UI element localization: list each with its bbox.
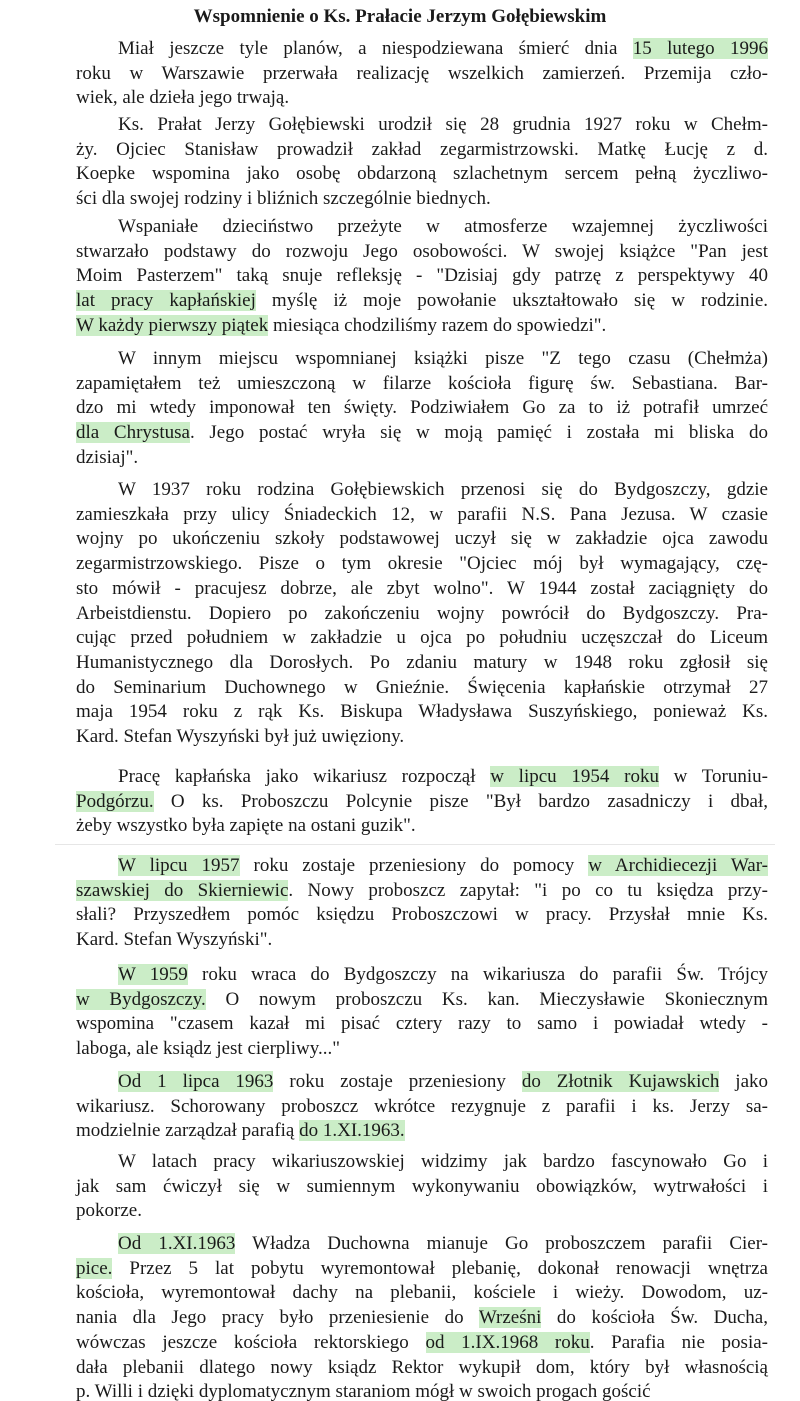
paragraph-line: W każdy pierwszy piątek miesiąca chodziliśmy razem do spowiedzi". bbox=[76, 315, 607, 336]
paragraph-line: lat pracy kapłańskiej myślę iż moje powołanie ukształtowało się w rodzinie. bbox=[76, 290, 768, 311]
paragraph-line: W lipcu 1957 roku zostaje przeniesiony do pomocy w Archidiecezji War- bbox=[118, 855, 768, 876]
paragraph-line: W 1937 roku rodzina Gołębiewskich przenosi się do Bydgoszczy, gdzie bbox=[118, 479, 768, 500]
paragraph-line: cując przed południem w zakładzie u ojca po południu uczęszczał do Liceum bbox=[76, 627, 768, 648]
paragraph-line: Miał jeszcze tyle planów, a niespodziewana śmierć dnia 15 lutego 1996 bbox=[118, 38, 768, 59]
paragraph-line: dała plebanii dlatego nowy ksiądz Rektor wykupił dom, który był własnością bbox=[76, 1357, 768, 1378]
paragraph-line: żeby wszystko była zapięte na ostani guzik". bbox=[76, 815, 416, 836]
paragraph-line: nania dla Jego pracy było przeniesienie do Wrześni do kościoła Św. Ducha, bbox=[76, 1307, 768, 1328]
paragraph-line: Wspaniałe dzieciństwo przeżyte w atmosferze wzajemnej życzliwości bbox=[118, 216, 768, 237]
paragraph-line: laboga, ale ksiądz jest cierpliwy..." bbox=[76, 1038, 340, 1059]
paragraph-line: Ks. Prałat Jerzy Gołębiewski urodził się 28 grudnia 1927 roku w Chełm- bbox=[118, 114, 768, 135]
paragraph-line: szawskiej do Skierniewic. Nowy proboszcz zapytał: "i po co tu księdza przy- bbox=[76, 880, 768, 901]
paragraph-line: słali? Przyszedłem pomóc księdzu Proboszczowi w pracy. Przysłał mnie Ks. bbox=[76, 904, 768, 925]
paragraph-line: pice. Przez 5 lat pobytu wyremontował plebanię, dokonał renowacji wnętrza bbox=[76, 1258, 768, 1279]
paragraph-line: zamieszkała przy ulicy Śniadeckich 12, w parafii N.S. Pana Jezusa. W czasie bbox=[76, 504, 768, 525]
paragraph-line: W latach pracy wikariuszowskiej widzimy jak bardzo fascynowało Go i bbox=[118, 1151, 768, 1172]
paragraph-line: W innym miejscu wspomnianej książki pisze "Z tego czasu (Chełmża) bbox=[118, 348, 768, 369]
document-title: Wspomnienie o Ks. Prałacie Jerzym Gołębiewskim bbox=[193, 6, 607, 27]
paragraph-line: wikariusz. Schorowany proboszcz wkrótce rezygnuje z parafii i ks. Jerzy sa- bbox=[76, 1096, 768, 1117]
paragraph-line: dzo mi wtedy imponował ten święty. Podziwiałem Go za to iż potrafił umrzeć bbox=[76, 397, 768, 418]
paragraph-line: W 1959 roku wraca do Bydgoszczy na wikariusza do parafii Św. Trójcy bbox=[118, 964, 769, 985]
paragraph-line: Humanistycznego dla Dorosłych. Po zdaniu matury w 1948 roku zgłosił się bbox=[76, 652, 768, 673]
page-divider bbox=[55, 844, 775, 845]
paragraph-line: Kard. Stefan Wyszyński". bbox=[76, 929, 273, 950]
paragraph-line: wiek, ale dzieła jego trwają. bbox=[76, 87, 290, 108]
paragraph-line: roku w Warszawie przerwała realizację wszelkich zamierzeń. Przemija czło- bbox=[76, 63, 768, 84]
paragraph-line: Pracę kapłańska jako wikariusz rozpoczął w lipcu 1954 roku w Toruniu- bbox=[118, 766, 768, 787]
paragraph-line: wojny po ukończeniu szkoły podstawowej uczył się w zakładzie ojca zawodu bbox=[76, 528, 768, 549]
paragraph-line: zegarmistrzowskiego. Pisze o tym okresie "Ojciec mój był wymagający, czę- bbox=[76, 553, 768, 574]
paragraph-line: wspomina "czasem kazał mi pisać cztery razy to samo i powiadał wtedy - bbox=[76, 1013, 768, 1034]
paragraph-line: Arbeistdienstu. Dopiero po zakończeniu wojny powrócił do Bydgoszczy. Pra- bbox=[76, 603, 768, 624]
paragraph-line: Od 1.XI.1963 Władza Duchowna mianuje Go proboszczem parafii Cier- bbox=[118, 1233, 768, 1254]
paragraph-line: zapamiętałem też umieszczoną w filarze kościoła figurę św. Sebastiana. Bar- bbox=[76, 373, 768, 394]
paragraph-line: kościoła, wyremontował dachy na plebanii, kościele i wieży. Dowodom, uz- bbox=[76, 1282, 768, 1303]
paragraph-line: sto mówił - pracujesz dobrze, ale zbyt wolno". W 1944 został zaciągnięty do bbox=[76, 578, 768, 599]
paragraph-line: wówczas jeszcze kościoła rektorskiego od 1.IX.1968 roku. Parafia nie posia- bbox=[76, 1332, 768, 1353]
paragraph-line: dzisiaj". bbox=[76, 447, 139, 468]
paragraph-line: Podgórzu. O ks. Proboszczu Polcynie pisze "Był bardzo zasadniczy i dbał, bbox=[76, 791, 768, 812]
paragraph-line: jak sam ćwiczył się w sumiennym wykonywaniu obowiązków, wytrwałości i bbox=[76, 1176, 768, 1197]
paragraph-line: w Bydgoszczy. O nowym proboszczu Ks. kan. Mieczysławie Skoniecznym bbox=[76, 989, 768, 1010]
paragraph-line: do Seminarium Duchownego w Gnieźnie. Święcenia kapłańskie otrzymał 27 bbox=[76, 677, 768, 698]
paragraph-line: Kard. Stefan Wyszyński był już uwięziony. bbox=[76, 726, 405, 747]
paragraph-line: Koepke wspomina jako osobę obdarzoną szlachetnym sercem pełną życzliwo- bbox=[76, 163, 768, 184]
paragraph-line: dla Chrystusa. Jego postać wryła się w moją pamięć i została mi bliska do bbox=[76, 422, 768, 443]
paragraph-line: stwarzało podstawy do rozwoju Jego osobowości. W swojej książce "Pan jest bbox=[76, 241, 768, 262]
paragraph-line: maja 1954 roku z rąk Ks. Biskupa Władysława Suszyńskiego, ponieważ Ks. bbox=[76, 701, 768, 722]
paragraph-line: Moim Pasterzem" taką snuje refleksję - "Dzisiaj gdy patrzę z perspektywy 40 bbox=[76, 265, 768, 286]
paragraph-line: modzielnie zarządzał parafią do 1.XI.1963. bbox=[76, 1120, 405, 1141]
paragraph-line: p. Willi i dzięki dyplomatycznym staraniom mógł w swoich progach gościć bbox=[76, 1381, 651, 1401]
paragraph-line: Od 1 lipca 1963 roku zostaje przeniesiony do Złotnik Kujawskich jako bbox=[118, 1071, 769, 1092]
paragraph-line: pokorze. bbox=[76, 1200, 142, 1221]
paragraph-line: ży. Ojciec Stanisław prowadził zakład zegarmistrzowski. Matkę Łucję z d. bbox=[76, 139, 768, 160]
paragraph-line: ści dla swojej rodziny i bliźnich szczególnie biednych. bbox=[76, 188, 491, 209]
